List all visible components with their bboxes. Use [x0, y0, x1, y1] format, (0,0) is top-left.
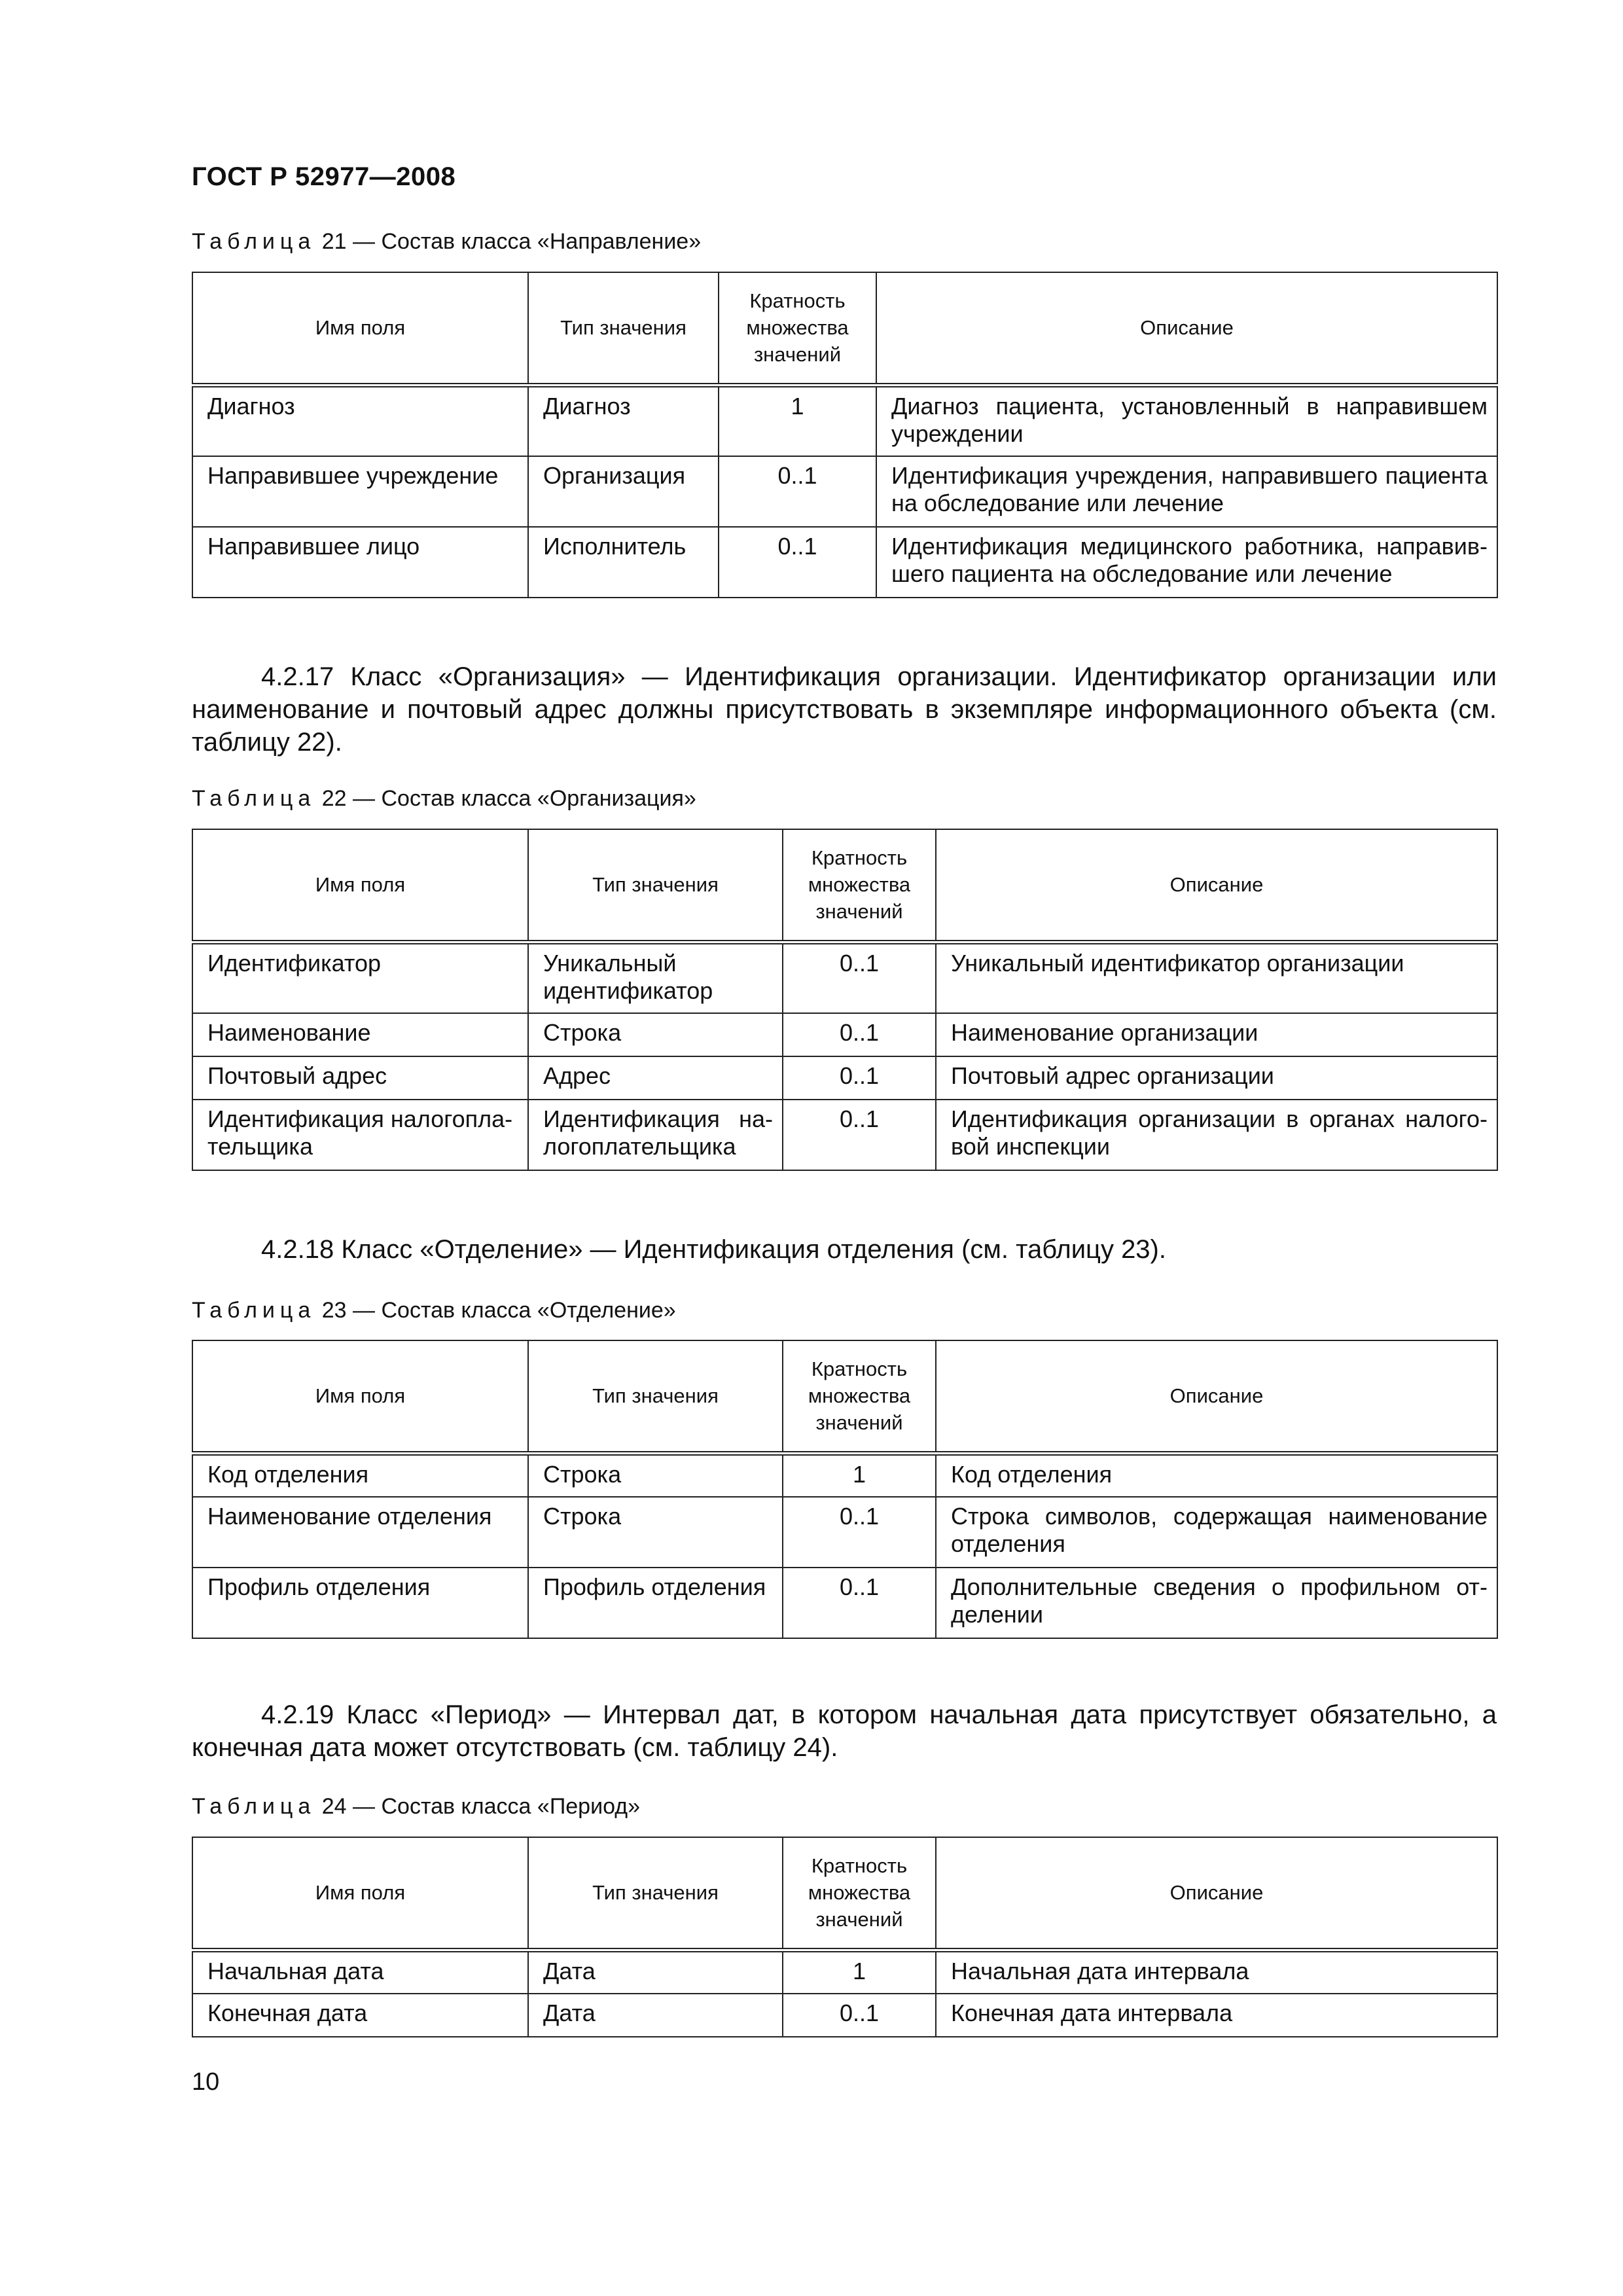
- cell-multiplicity: 0..1: [783, 1013, 936, 1056]
- cell-multiplicity: 1: [783, 1453, 936, 1497]
- table-word: Таблица: [192, 1298, 316, 1323]
- cell-multiplicity: 0..1: [783, 1994, 936, 2037]
- document-header: ГОСТ Р 52977—2008: [192, 162, 456, 191]
- table-21: [192, 272, 1498, 598]
- table-row: [192, 1013, 1497, 1056]
- table23-caption: [192, 1298, 676, 1323]
- header-multiplicity: Кратность множества значений: [783, 1837, 936, 1950]
- table-row: [192, 1994, 1497, 2037]
- cell-field: Конечная дата: [192, 1994, 528, 2037]
- caption-text: 23 — Состав класса «Отделение»: [321, 1298, 676, 1323]
- table-row: [192, 1497, 1497, 1568]
- paragraph-4-2-19: 4.2.19 Класс «Период» — Интервал дат, в котором начальная дата присутствует обязательно, а конечная дата может отсутствовать (см. таблицу 24).: [192, 1700, 1497, 1762]
- cell-description: Дополнительные сведения о профильном отделении: [936, 1568, 1497, 1638]
- cell-type: Адрес: [528, 1056, 783, 1100]
- cell-multiplicity: 0..1: [719, 527, 876, 598]
- cell-description: Конечная дата интервала: [936, 1994, 1497, 2037]
- cell-description: Идентификация учреждения, направившего пациента на обследование или лечение: [876, 456, 1497, 527]
- table-header-row: [192, 272, 1497, 385]
- table-row: [192, 1056, 1497, 1100]
- cell-description: Диагноз пациента, установленный в направившем учреждении: [876, 385, 1497, 456]
- cell-type: Уникальный идентификатор: [528, 942, 783, 1013]
- cell-description: Наименование организации: [936, 1013, 1497, 1056]
- table24-caption: [192, 1794, 640, 1820]
- header-multiplicity: Кратность множества значений: [783, 1340, 936, 1453]
- cell-field: Направившее лицо: [192, 527, 528, 598]
- table-word: Таблица: [192, 1794, 316, 1819]
- cell-field: Идентификация налогоплательщика: [192, 1100, 528, 1170]
- table-row: [192, 456, 1497, 527]
- cell-multiplicity: 1: [783, 1950, 936, 1994]
- header-description: Описание: [876, 272, 1497, 385]
- cell-field: Код отделения: [192, 1453, 528, 1497]
- header-description: Описание: [936, 829, 1497, 942]
- header-field-name: Имя поля: [192, 272, 528, 385]
- cell-field: Почтовый адрес: [192, 1056, 528, 1100]
- cell-multiplicity: 0..1: [783, 1497, 936, 1568]
- cell-type: Дата: [528, 1994, 783, 2037]
- table-row: [192, 385, 1497, 456]
- table-row: [192, 1100, 1497, 1170]
- cell-description: Почтовый адрес организации: [936, 1056, 1497, 1100]
- header-value-type: Тип значения: [528, 829, 783, 942]
- table-23: [192, 1340, 1498, 1639]
- cell-description: Уникальный идентификатор организации: [936, 942, 1497, 1013]
- cell-type: Идентификация налогоплательщика: [528, 1100, 783, 1170]
- table-24: [192, 1837, 1498, 2037]
- header-multiplicity: Кратность множества значений: [719, 272, 876, 385]
- cell-multiplicity: 0..1: [719, 456, 876, 527]
- cell-field: Идентификатор: [192, 942, 528, 1013]
- cell-field: Наименование: [192, 1013, 528, 1056]
- table-row: [192, 1950, 1497, 1994]
- header-description: Описание: [936, 1340, 1497, 1453]
- cell-type: Дата: [528, 1950, 783, 1994]
- table-row: [192, 942, 1497, 1013]
- table-header-row: [192, 1837, 1497, 1950]
- header-value-type: Тип значения: [528, 1837, 783, 1950]
- table-word: Таблица: [192, 786, 316, 811]
- cell-field: Профиль отделения: [192, 1568, 528, 1638]
- header-field-name: Имя поля: [192, 829, 528, 942]
- cell-multiplicity: 0..1: [783, 1100, 936, 1170]
- table21-caption: [192, 229, 701, 255]
- table-word: Таблица: [192, 229, 316, 254]
- header-field-name: Имя поля: [192, 1340, 528, 1453]
- cell-multiplicity: 0..1: [783, 1056, 936, 1100]
- header-description: Описание: [936, 1837, 1497, 1950]
- table-header-row: [192, 1340, 1497, 1453]
- cell-field: Наименование отделения: [192, 1497, 528, 1568]
- cell-type: Диагноз: [528, 385, 719, 456]
- cell-type: Строка: [528, 1453, 783, 1497]
- cell-type: Профиль отделения: [528, 1568, 783, 1638]
- paragraph-4-2-18: 4.2.18 Класс «Отделение» — Идентификация отделения (см. таблицу 23).: [261, 1235, 1166, 1264]
- cell-description: Начальная дата интервала: [936, 1950, 1497, 1994]
- table-row: [192, 1453, 1497, 1497]
- cell-description: Идентификация организации в органах налоговой инспекции: [936, 1100, 1497, 1170]
- caption-text: 24 — Состав класса «Период»: [321, 1794, 640, 1819]
- caption-text: 22 — Состав класса «Организация»: [321, 786, 696, 811]
- cell-type: Строка: [528, 1497, 783, 1568]
- page-number: 10: [192, 2068, 220, 2096]
- table-header-row: [192, 829, 1497, 942]
- header-multiplicity: Кратность множества значений: [783, 829, 936, 942]
- header-value-type: Тип значения: [528, 272, 719, 385]
- cell-type: Исполнитель: [528, 527, 719, 598]
- cell-multiplicity: 0..1: [783, 1568, 936, 1638]
- header-field-name: Имя поля: [192, 1837, 528, 1950]
- cell-field: Направившее учреждение: [192, 456, 528, 527]
- cell-field: Начальная дата: [192, 1950, 528, 1994]
- caption-text: 21 — Состав класса «Направление»: [321, 229, 702, 254]
- cell-multiplicity: 0..1: [783, 942, 936, 1013]
- table-row: [192, 527, 1497, 598]
- cell-type: Строка: [528, 1013, 783, 1056]
- cell-type: Организация: [528, 456, 719, 527]
- table-row: [192, 1568, 1497, 1638]
- cell-field: Диагноз: [192, 385, 528, 456]
- cell-multiplicity: 1: [719, 385, 876, 456]
- cell-description: Идентификация медицинского работника, направившего пациента на обследование или лечение: [876, 527, 1497, 598]
- cell-description: Код отделения: [936, 1453, 1497, 1497]
- table-22: [192, 829, 1498, 1171]
- header-value-type: Тип значения: [528, 1340, 783, 1453]
- paragraph-4-2-17: 4.2.17 Класс «Организация» — Идентификация организации. Идентификатор организации или наименование и почтовый адрес должны присутствовать в экземпляре информационного объекта (см. таблицу 22).: [192, 662, 1497, 757]
- cell-description: Строка символов, содержащая наименование отделения: [936, 1497, 1497, 1568]
- table22-caption: [192, 786, 696, 812]
